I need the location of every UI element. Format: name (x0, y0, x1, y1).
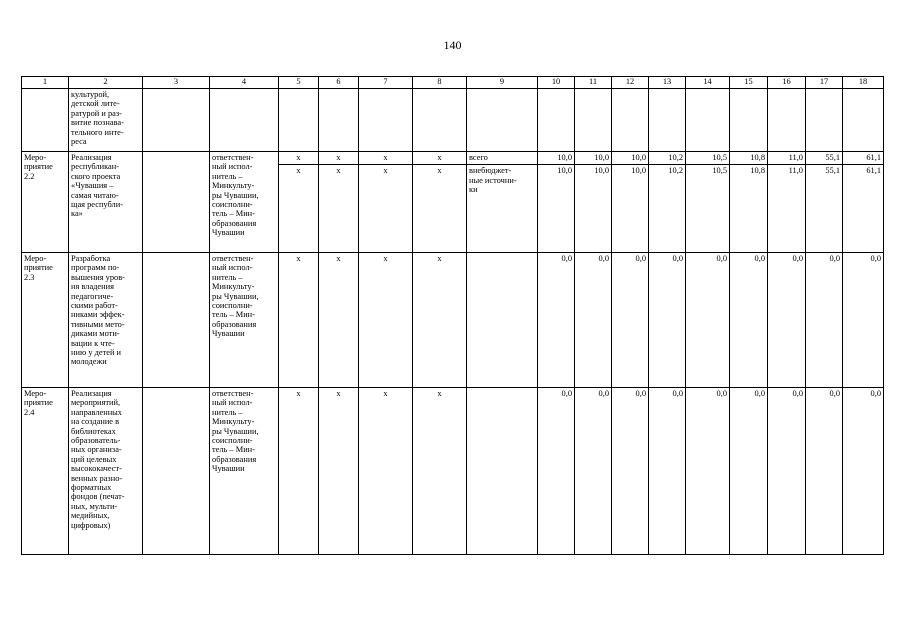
code-cell (359, 89, 413, 152)
measure-name (22, 89, 69, 152)
empty-cell (143, 152, 210, 253)
value: 61,1 (843, 164, 883, 175)
code-cell (279, 89, 319, 152)
column-number: 1 (22, 77, 69, 89)
column-number: 11 (575, 77, 612, 89)
value-cell (806, 152, 843, 253)
value: 61,1 (866, 153, 881, 162)
value-cell: 0,0 (649, 388, 686, 555)
measure-description: Реализация республикан- ского проекта «Чувашия – самая читаю- щая республи- ка» (69, 152, 143, 253)
value-cell (806, 89, 843, 152)
column-number: 5 (279, 77, 319, 89)
code-cell (279, 152, 319, 253)
code-cell: x (319, 388, 359, 555)
code-value: x (319, 164, 358, 175)
value-cell: 0,0 (730, 388, 768, 555)
funding-source (467, 89, 538, 152)
measure-name: Меро- приятие 2.2 (22, 152, 69, 253)
value: 10,5 (686, 164, 729, 175)
value: 11,0 (788, 153, 803, 162)
value: 10,5 (712, 153, 727, 162)
value-cell: 0,0 (612, 388, 649, 555)
empty-cell (143, 89, 210, 152)
code-value: x (413, 164, 466, 175)
code-value: x (437, 153, 442, 162)
empty-cell (143, 253, 210, 388)
value-cell: 0,0 (538, 253, 575, 388)
value: 55,1 (806, 164, 842, 175)
code-cell (413, 152, 467, 253)
code-cell: x (279, 253, 319, 388)
value-cell (768, 152, 806, 253)
column-number: 13 (649, 77, 686, 89)
column-number: 17 (806, 77, 843, 89)
value-cell: 0,0 (768, 253, 806, 388)
executor-cell: ответствен- ный испол- нитель – Минкульту- ры Чувашии, соисполни- тель – Мин- образования Чувашии (210, 253, 279, 388)
code-cell: x (413, 253, 467, 388)
funding-source (467, 253, 538, 388)
column-number: 15 (730, 77, 768, 89)
value-cell (768, 89, 806, 152)
column-number: 14 (686, 77, 730, 89)
code-value: x (296, 153, 301, 162)
program-table (21, 76, 884, 555)
code-cell (319, 89, 359, 152)
value-cell: 0,0 (806, 253, 843, 388)
table-row (22, 253, 884, 388)
code-cell (359, 152, 413, 253)
value: 10,0 (612, 164, 648, 175)
value-cell (686, 152, 730, 253)
value-cell (730, 152, 768, 253)
code-cell (413, 89, 467, 152)
column-number: 6 (319, 77, 359, 89)
funding-source (467, 152, 538, 253)
value: 10,0 (557, 153, 572, 162)
value-cell (612, 89, 649, 152)
column-number: 9 (467, 77, 538, 89)
value-cell (843, 89, 884, 152)
measure-name: Меро- приятие 2.4 (22, 388, 69, 555)
value-cell: 0,0 (649, 253, 686, 388)
value-cell: 0,0 (686, 253, 730, 388)
code-value: x (359, 164, 412, 175)
column-number: 16 (768, 77, 806, 89)
value-cell: 0,0 (686, 388, 730, 555)
value-cell: 0,0 (612, 253, 649, 388)
executor-cell (210, 89, 279, 152)
code-cell: x (413, 388, 467, 555)
code-cell: x (359, 253, 413, 388)
table-row (22, 152, 884, 253)
value-cell (649, 89, 686, 152)
code-cell: x (359, 388, 413, 555)
value-cell: 0,0 (768, 388, 806, 555)
value-cell: 0,0 (730, 253, 768, 388)
column-number: 2 (69, 77, 143, 89)
code-value: x (336, 153, 341, 162)
value: 10,0 (575, 164, 611, 175)
measure-name: Меро- приятие 2.3 (22, 253, 69, 388)
executor-cell: ответствен- ный испол- нитель – Минкульту- ры Чувашии, соисполни- тель – Мин- образования Чувашии (210, 152, 279, 253)
value-cell (843, 152, 884, 253)
measure-description: Разработка программ по- вышения уров- ня владения педагогиче- скими работ- никами эффек- тивными мето- диками моти- вации к чте- нию у детей и молодежи (69, 253, 143, 388)
value-cell (649, 152, 686, 253)
page-number: 140 (443, 38, 462, 52)
header-row (22, 77, 884, 89)
column-number: 4 (210, 77, 279, 89)
column-number: 12 (612, 77, 649, 89)
code-cell: x (319, 253, 359, 388)
value: 10,8 (750, 153, 765, 162)
value-cell: 0,0 (575, 388, 612, 555)
value-cell (730, 89, 768, 152)
measure-description: Реализация мероприятий, направленных на создание в библиотеках образователь- ных организа- ций целевых высококачест- венных разно- форматных фондов (печат- ных, мульти- медийных, цифровых) (69, 388, 143, 555)
value: 10,8 (730, 164, 767, 175)
value-cell (538, 89, 575, 152)
code-value: x (279, 164, 318, 175)
table-row (22, 89, 884, 152)
funding-source-label: внебюджет- ные источни- ки (467, 164, 537, 194)
value-cell: 0,0 (575, 253, 612, 388)
value-cell: 0,0 (843, 388, 884, 555)
table-body (22, 77, 884, 555)
code-cell: x (279, 388, 319, 555)
value: 10,2 (668, 153, 683, 162)
column-number: 10 (538, 77, 575, 89)
value-cell (686, 89, 730, 152)
value: 10,2 (649, 164, 685, 175)
value-cell (538, 152, 575, 253)
value-cell: 0,0 (538, 388, 575, 555)
funding-source-label: всего (469, 153, 488, 162)
table-row (22, 388, 884, 555)
value: 10,0 (594, 153, 609, 162)
value-cell: 0,0 (843, 253, 884, 388)
funding-source (467, 388, 538, 555)
column-number: 18 (843, 77, 884, 89)
executor-cell: ответствен- ный испол- нитель – Минкульту- ры Чувашии, соисполни- тель – Мин- образования Чувашии (210, 388, 279, 555)
value-cell (575, 152, 612, 253)
value: 11,0 (768, 164, 805, 175)
column-number: 3 (143, 77, 210, 89)
code-cell (319, 152, 359, 253)
value: 10,0 (538, 164, 574, 175)
measure-description: культурой, детской лите- ратурой и раз- витие познава- тельного инте- реса (69, 89, 143, 152)
value: 55,1 (825, 153, 840, 162)
value: 10,0 (631, 153, 646, 162)
value-cell: 0,0 (806, 388, 843, 555)
code-value: x (383, 153, 388, 162)
column-number: 7 (359, 77, 413, 89)
value-cell (575, 89, 612, 152)
empty-cell (143, 388, 210, 555)
column-number: 8 (413, 77, 467, 89)
value-cell (612, 152, 649, 253)
